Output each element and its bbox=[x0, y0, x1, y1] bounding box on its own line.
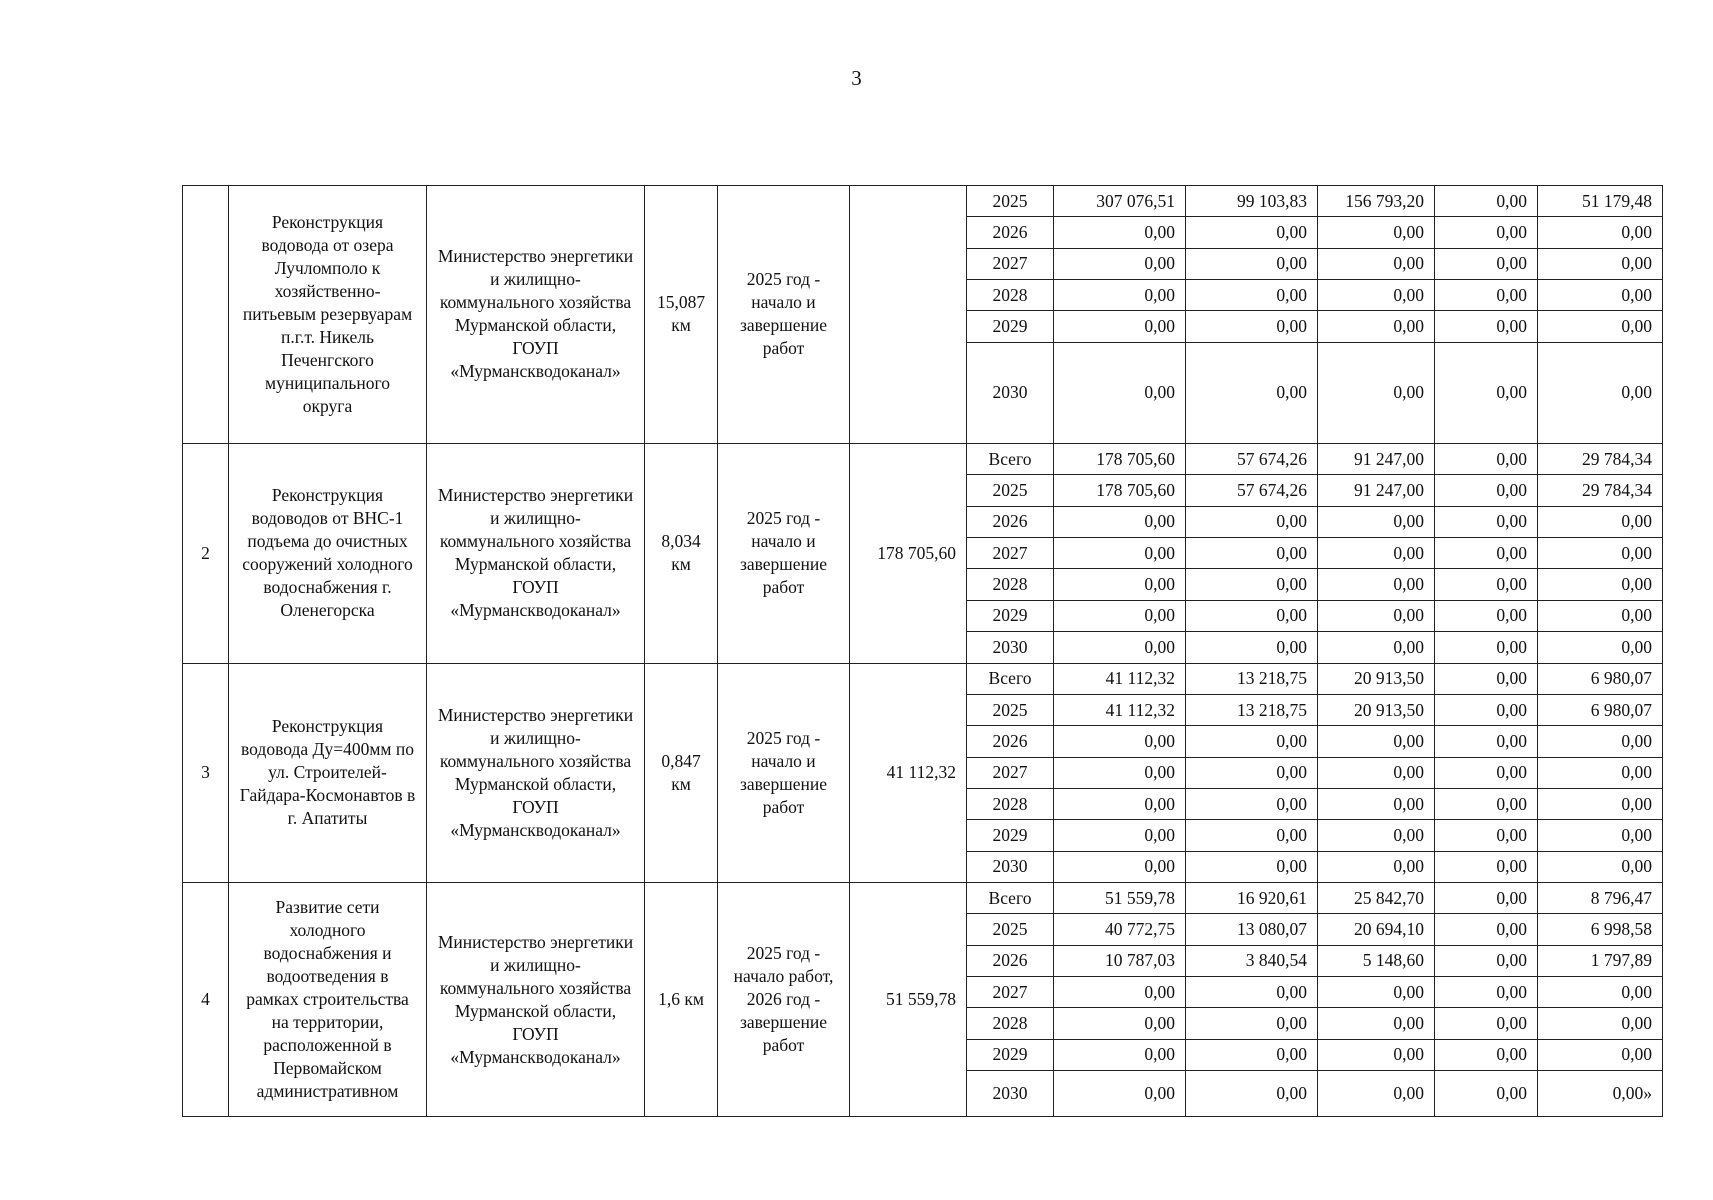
amount-cell: 0,00 bbox=[1054, 311, 1186, 342]
amount-cell: 0,00 bbox=[1538, 506, 1663, 537]
amount-cell: 0,00 bbox=[1186, 342, 1318, 443]
amount-cell: 0,00 bbox=[1054, 851, 1186, 882]
amount-cell: 0,00 bbox=[1318, 632, 1435, 663]
amount-cell: 91 247,00 bbox=[1318, 443, 1435, 474]
amount-cell: 0,00 bbox=[1186, 538, 1318, 569]
amount-cell: 0,00 bbox=[1435, 443, 1538, 474]
amount-cell: 16 920,61 bbox=[1186, 883, 1318, 914]
year-cell: 2028 bbox=[967, 280, 1054, 311]
capacity: 8,034 км bbox=[645, 443, 718, 663]
year-cell: 2030 bbox=[967, 1071, 1054, 1117]
amount-cell: 0,00 bbox=[1186, 851, 1318, 882]
amount-cell: 0,00 bbox=[1186, 600, 1318, 631]
amount-cell: 1 797,89 bbox=[1538, 945, 1663, 976]
executor: Министерство энергетики и жилищно-коммунального хозяйства Мурманской области, ГОУП «Мурманскводоканал» bbox=[427, 883, 645, 1117]
year-cell: 2030 bbox=[967, 342, 1054, 443]
object-name: Реконструкция водоводов от ВНС-1 подъема до очистных сооружений холодного водоснабжения г. Оленегорска bbox=[229, 443, 427, 663]
amount-cell: 0,00 bbox=[1435, 883, 1538, 914]
year-cell: 2030 bbox=[967, 632, 1054, 663]
amount-cell: 0,00 bbox=[1435, 663, 1538, 694]
amount-cell: 0,00 bbox=[1054, 977, 1186, 1008]
row-number: 2 bbox=[183, 443, 229, 663]
table-row bbox=[183, 186, 1663, 217]
year-cell: 2028 bbox=[967, 788, 1054, 819]
amount-cell: 0,00 bbox=[1538, 977, 1663, 1008]
object-name: Развитие сети холодного водоснабжения и водоотведения в рамках строительства на территории, расположенной в Первомайском административном bbox=[229, 883, 427, 1117]
amount-cell: 0,00 bbox=[1538, 311, 1663, 342]
work-period: 2025 год - начало и завершение работ bbox=[718, 443, 850, 663]
year-cell: 2027 bbox=[967, 248, 1054, 279]
amount-cell: 0,00 bbox=[1318, 538, 1435, 569]
amount-cell: 307 076,51 bbox=[1054, 186, 1186, 217]
amount-cell: 0,00 bbox=[1538, 248, 1663, 279]
amount-cell: 6 980,07 bbox=[1538, 663, 1663, 694]
year-cell: Всего bbox=[967, 663, 1054, 694]
amount-cell: 0,00 bbox=[1435, 914, 1538, 945]
table-row bbox=[183, 883, 1663, 914]
amount-cell: 0,00 bbox=[1054, 248, 1186, 279]
amount-cell: 0,00 bbox=[1538, 820, 1663, 851]
amount-cell: 0,00 bbox=[1186, 632, 1318, 663]
amount-cell: 0,00 bbox=[1435, 311, 1538, 342]
amount-cell: 0,00 bbox=[1186, 311, 1318, 342]
amount-cell: 0,00 bbox=[1435, 506, 1538, 537]
amount-cell: 0,00 bbox=[1186, 280, 1318, 311]
amount-cell: 0,00 bbox=[1435, 1039, 1538, 1070]
year-cell: 2025 bbox=[967, 186, 1054, 217]
amount-cell: 0,00 bbox=[1435, 851, 1538, 882]
amount-cell: 0,00 bbox=[1435, 248, 1538, 279]
amount-cell: 41 112,32 bbox=[1054, 663, 1186, 694]
amount-cell: 0,00 bbox=[1435, 600, 1538, 631]
amount-cell: 0,00» bbox=[1538, 1071, 1663, 1117]
executor: Министерство энергетики и жилищно-коммунального хозяйства Мурманской области, ГОУП «Мурманскводоканал» bbox=[427, 663, 645, 883]
amount-cell: 99 103,83 bbox=[1186, 186, 1318, 217]
amount-cell: 0,00 bbox=[1435, 538, 1538, 569]
amount-cell: 13 218,75 bbox=[1186, 694, 1318, 725]
amount-cell: 0,00 bbox=[1318, 280, 1435, 311]
amount-cell: 0,00 bbox=[1054, 538, 1186, 569]
table-row bbox=[183, 443, 1663, 474]
amount-cell: 0,00 bbox=[1435, 342, 1538, 443]
amount-cell: 57 674,26 bbox=[1186, 443, 1318, 474]
amount-cell: 156 793,20 bbox=[1318, 186, 1435, 217]
amount-cell: 0,00 bbox=[1318, 1071, 1435, 1117]
amount-cell: 0,00 bbox=[1186, 726, 1318, 757]
amount-cell: 0,00 bbox=[1318, 342, 1435, 443]
row-number: 3 bbox=[183, 663, 229, 883]
amount-cell: 0,00 bbox=[1054, 632, 1186, 663]
amount-cell: 57 674,26 bbox=[1186, 475, 1318, 506]
amount-cell: 5 148,60 bbox=[1318, 945, 1435, 976]
amount-cell: 0,00 bbox=[1538, 342, 1663, 443]
amount-cell: 0,00 bbox=[1538, 632, 1663, 663]
year-cell: 2027 bbox=[967, 757, 1054, 788]
amount-cell: 6 980,07 bbox=[1538, 694, 1663, 725]
amount-cell: 0,00 bbox=[1318, 726, 1435, 757]
amount-cell: 0,00 bbox=[1318, 1039, 1435, 1070]
amount-cell: 0,00 bbox=[1538, 538, 1663, 569]
total-cost bbox=[850, 186, 967, 444]
amount-cell: 0,00 bbox=[1538, 1039, 1663, 1070]
amount-cell: 0,00 bbox=[1054, 506, 1186, 537]
amount-cell: 51 179,48 bbox=[1538, 186, 1663, 217]
amount-cell: 0,00 bbox=[1054, 217, 1186, 248]
amount-cell: 0,00 bbox=[1186, 217, 1318, 248]
amount-cell: 0,00 bbox=[1435, 820, 1538, 851]
amount-cell: 0,00 bbox=[1318, 506, 1435, 537]
amount-cell: 0,00 bbox=[1186, 1071, 1318, 1117]
year-cell: 2027 bbox=[967, 977, 1054, 1008]
amount-cell: 8 796,47 bbox=[1538, 883, 1663, 914]
amount-cell: 0,00 bbox=[1186, 569, 1318, 600]
amount-cell: 0,00 bbox=[1435, 280, 1538, 311]
amount-cell: 13 080,07 bbox=[1186, 914, 1318, 945]
work-period: 2025 год - начало и завершение работ bbox=[718, 663, 850, 883]
amount-cell: 0,00 bbox=[1318, 1008, 1435, 1039]
capacity: 15,087 км bbox=[645, 186, 718, 444]
amount-cell: 3 840,54 bbox=[1186, 945, 1318, 976]
amount-cell: 0,00 bbox=[1054, 600, 1186, 631]
executor: Министерство энергетики и жилищно-коммунального хозяйства Мурманской области, ГОУП «Мурманскводоканал» bbox=[427, 186, 645, 444]
amount-cell: 0,00 bbox=[1538, 851, 1663, 882]
amount-cell: 0,00 bbox=[1538, 280, 1663, 311]
year-cell: 2030 bbox=[967, 851, 1054, 882]
amount-cell: 0,00 bbox=[1054, 788, 1186, 819]
amount-cell: 0,00 bbox=[1054, 569, 1186, 600]
year-cell: Всего bbox=[967, 883, 1054, 914]
amount-cell: 0,00 bbox=[1435, 475, 1538, 506]
amount-cell: 0,00 bbox=[1435, 186, 1538, 217]
amount-cell: 40 772,75 bbox=[1054, 914, 1186, 945]
amount-cell: 0,00 bbox=[1435, 726, 1538, 757]
amount-cell: 0,00 bbox=[1435, 1008, 1538, 1039]
amount-cell: 0,00 bbox=[1054, 1039, 1186, 1070]
year-cell: 2027 bbox=[967, 538, 1054, 569]
year-cell: 2026 bbox=[967, 217, 1054, 248]
amount-cell: 0,00 bbox=[1054, 1071, 1186, 1117]
amount-cell: 0,00 bbox=[1054, 757, 1186, 788]
amount-cell: 41 112,32 bbox=[1054, 694, 1186, 725]
amount-cell: 0,00 bbox=[1435, 217, 1538, 248]
amount-cell: 0,00 bbox=[1054, 820, 1186, 851]
table-row bbox=[183, 663, 1663, 694]
year-cell: 2028 bbox=[967, 569, 1054, 600]
year-cell: 2029 bbox=[967, 820, 1054, 851]
amount-cell: 0,00 bbox=[1186, 757, 1318, 788]
amount-cell: 178 705,60 bbox=[1054, 443, 1186, 474]
amount-cell: 0,00 bbox=[1186, 1039, 1318, 1070]
year-cell: 2025 bbox=[967, 694, 1054, 725]
amount-cell: 0,00 bbox=[1318, 820, 1435, 851]
total-cost: 41 112,32 bbox=[850, 663, 967, 883]
amount-cell: 51 559,78 bbox=[1054, 883, 1186, 914]
amount-cell: 0,00 bbox=[1186, 788, 1318, 819]
year-cell: 2028 bbox=[967, 1008, 1054, 1039]
amount-cell: 20 913,50 bbox=[1318, 694, 1435, 725]
work-period: 2025 год - начало и завершение работ bbox=[718, 186, 850, 444]
amount-cell: 0,00 bbox=[1186, 248, 1318, 279]
amount-cell: 0,00 bbox=[1186, 1008, 1318, 1039]
amount-cell: 25 842,70 bbox=[1318, 883, 1435, 914]
amount-cell: 29 784,34 bbox=[1538, 475, 1663, 506]
year-cell: 2029 bbox=[967, 1039, 1054, 1070]
amount-cell: 0,00 bbox=[1435, 977, 1538, 1008]
amount-cell: 0,00 bbox=[1538, 569, 1663, 600]
amount-cell: 13 218,75 bbox=[1186, 663, 1318, 694]
amount-cell: 0,00 bbox=[1186, 820, 1318, 851]
year-cell: 2026 bbox=[967, 945, 1054, 976]
amount-cell: 29 784,34 bbox=[1538, 443, 1663, 474]
amount-cell: 178 705,60 bbox=[1054, 475, 1186, 506]
amount-cell: 0,00 bbox=[1318, 311, 1435, 342]
amount-cell: 0,00 bbox=[1435, 1071, 1538, 1117]
row-number bbox=[183, 186, 229, 444]
amount-cell: 0,00 bbox=[1435, 569, 1538, 600]
amount-cell: 0,00 bbox=[1054, 280, 1186, 311]
amount-cell: 0,00 bbox=[1054, 342, 1186, 443]
year-cell: Всего bbox=[967, 443, 1054, 474]
year-cell: 2029 bbox=[967, 311, 1054, 342]
amount-cell: 0,00 bbox=[1318, 569, 1435, 600]
amount-cell: 0,00 bbox=[1435, 757, 1538, 788]
amount-cell: 0,00 bbox=[1538, 726, 1663, 757]
total-cost: 51 559,78 bbox=[850, 883, 967, 1117]
year-cell: 2026 bbox=[967, 726, 1054, 757]
page-number: 3 bbox=[851, 66, 862, 90]
object-name: Реконструкция водовода Ду=400мм по ул. Строителей-Гайдара-Космонавтов в г. Апатиты bbox=[229, 663, 427, 883]
amount-cell: 0,00 bbox=[1318, 600, 1435, 631]
year-cell: 2025 bbox=[967, 914, 1054, 945]
amount-cell: 0,00 bbox=[1054, 1008, 1186, 1039]
table-body bbox=[183, 186, 1663, 1117]
capacity: 0,847 км bbox=[645, 663, 718, 883]
amount-cell: 0,00 bbox=[1435, 632, 1538, 663]
work-period: 2025 год - начало работ, 2026 год - завершение работ bbox=[718, 883, 850, 1117]
amount-cell: 0,00 bbox=[1538, 788, 1663, 819]
amount-cell: 0,00 bbox=[1318, 217, 1435, 248]
year-cell: 2025 bbox=[967, 475, 1054, 506]
capacity: 1,6 км bbox=[645, 883, 718, 1117]
total-cost: 178 705,60 bbox=[850, 443, 967, 663]
amount-cell: 0,00 bbox=[1435, 788, 1538, 819]
amount-cell: 0,00 bbox=[1186, 506, 1318, 537]
amount-cell: 0,00 bbox=[1538, 1008, 1663, 1039]
amount-cell: 91 247,00 bbox=[1318, 475, 1435, 506]
amount-cell: 0,00 bbox=[1318, 851, 1435, 882]
amount-cell: 0,00 bbox=[1054, 726, 1186, 757]
investment-table bbox=[182, 185, 1663, 1117]
amount-cell: 0,00 bbox=[1318, 757, 1435, 788]
amount-cell: 6 998,58 bbox=[1538, 914, 1663, 945]
amount-cell: 20 694,10 bbox=[1318, 914, 1435, 945]
row-number: 4 bbox=[183, 883, 229, 1117]
amount-cell: 20 913,50 bbox=[1318, 663, 1435, 694]
year-cell: 2029 bbox=[967, 600, 1054, 631]
amount-cell: 0,00 bbox=[1186, 977, 1318, 1008]
amount-cell: 0,00 bbox=[1538, 600, 1663, 631]
amount-cell: 10 787,03 bbox=[1054, 945, 1186, 976]
amount-cell: 0,00 bbox=[1318, 977, 1435, 1008]
amount-cell: 0,00 bbox=[1538, 757, 1663, 788]
amount-cell: 0,00 bbox=[1538, 217, 1663, 248]
amount-cell: 0,00 bbox=[1318, 788, 1435, 819]
amount-cell: 0,00 bbox=[1435, 694, 1538, 725]
year-cell: 2026 bbox=[967, 506, 1054, 537]
amount-cell: 0,00 bbox=[1318, 248, 1435, 279]
executor: Министерство энергетики и жилищно-коммунального хозяйства Мурманской области, ГОУП «Мурманскводоканал» bbox=[427, 443, 645, 663]
object-name: Реконструкция водовода от озера Лучломполо к хозяйственно-питьевым резервуарам п.г.т. Никель Печенгского муниципального округа bbox=[229, 186, 427, 444]
amount-cell: 0,00 bbox=[1435, 945, 1538, 976]
